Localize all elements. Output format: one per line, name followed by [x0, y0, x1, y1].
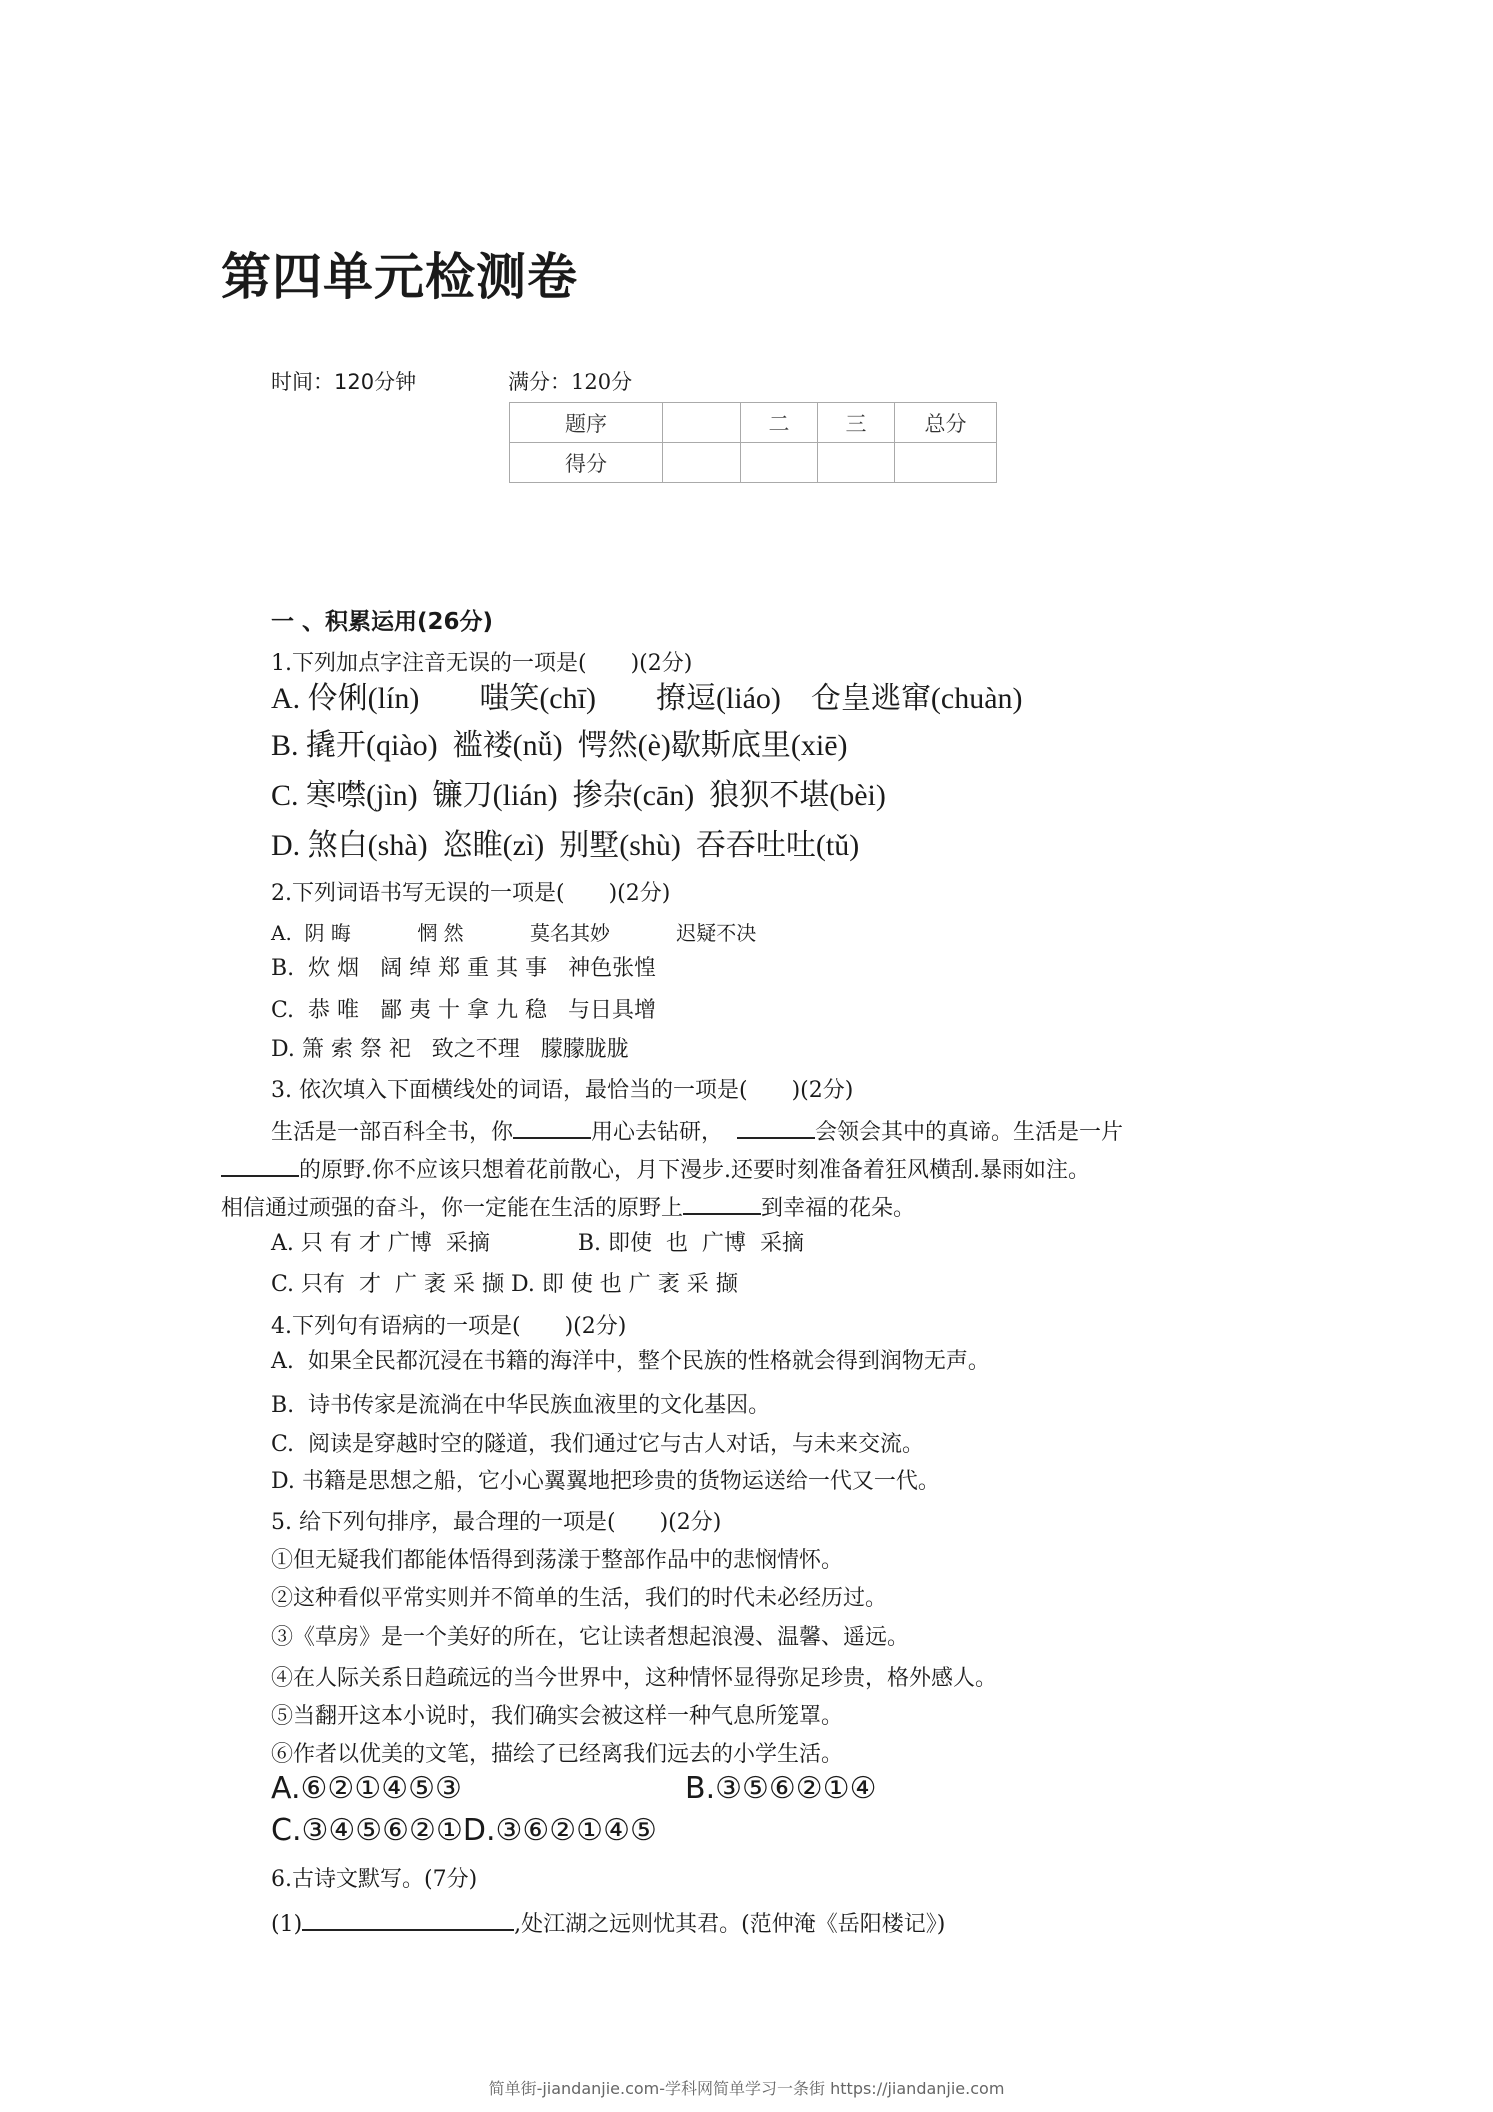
- question-3-option: C. 只有 才 广 袤 采 撷 D. 即 使 也 广 袤 采 撷: [271, 1272, 738, 1297]
- question-2-option: A. 阴 晦 惘 然 莫名其妙 迟疑不决: [271, 921, 757, 945]
- question-5-option: A.⑥②①④⑤③: [271, 1771, 462, 1806]
- passage-text: 用心去钻研，: [591, 1120, 738, 1145]
- question-3-option: A. 只 有 才 广博 采摘 B. 即使 也 广博 采摘: [271, 1231, 804, 1256]
- score-cell: [741, 443, 818, 483]
- passage-text: 相信通过顽强的奋斗，你一定能在生活的原野上: [221, 1196, 684, 1221]
- score-header-cell: [663, 403, 741, 443]
- fill-blank[interactable]: [221, 1155, 299, 1177]
- question-5-sentence: ④在人际关系日趋疏远的当今世界中，这种情怀显得弥足珍贵，格外感人。: [271, 1666, 998, 1691]
- question-2-option: D. 箫 索 祭 祀 致之不理 朦朦胧胧: [271, 1037, 629, 1062]
- question-2-stem: 2.下列词语书写无误的一项是( )(2分): [271, 881, 671, 906]
- item-prefix: (1): [271, 1912, 303, 1937]
- score-header-cell: 三: [818, 403, 895, 443]
- passage-text: 会领会其中的真谛。生活是一片: [815, 1120, 1124, 1145]
- question-6-stem: 6.古诗文默写。(7分): [271, 1867, 478, 1892]
- question-5-stem: 5. 给下列句排序，最合理的一项是( )(2分): [271, 1510, 722, 1535]
- exam-time: 时间：120分钟: [271, 370, 417, 394]
- question-3-passage-line: [271, 1117, 1123, 1144]
- passage-text: 到幸福的花朵。: [761, 1196, 916, 1221]
- question-4-stem: 4.下列句有语病的一项是( )(2分): [271, 1314, 627, 1339]
- question-4-option: A. 如果全民都沉浸在书籍的海洋中，整个民族的性格就会得到润物无声。: [271, 1349, 990, 1374]
- question-3-passage-line: [221, 1193, 915, 1220]
- question-1-stem: 1.下列加点字注音无误的一项是( )(2分): [271, 651, 693, 676]
- score-table-header-row: [510, 403, 997, 443]
- question-4-option: C. 阅读是穿越时空的隧道，我们通过它与古人对话，与未来交流。: [271, 1432, 925, 1457]
- question-5-sentence: ③《草房》是一个美好的所在，它让读者想起浪漫、温馨、遥远。: [271, 1625, 910, 1650]
- page-title: 第四单元检测卷: [221, 248, 578, 306]
- option-d: D.③⑥②①④⑤: [462, 1813, 657, 1848]
- item-suffix: ,处江湖之远则忧其君。(范仲淹《岳阳楼记》): [514, 1912, 946, 1937]
- score-header-cell: 总分: [895, 403, 997, 443]
- score-cell: 得分: [510, 443, 663, 483]
- question-3-stem: 3. 依次填入下面横线处的词语，最恰当的一项是( )(2分): [271, 1078, 854, 1103]
- fill-blank[interactable]: [683, 1193, 761, 1215]
- question-1-option: A. 伶俐(lín) 嗤笑(chī) 撩逗(liáo) 仓皇逃窜(chuàn): [271, 682, 1023, 715]
- question-3-passage-line: [221, 1155, 1090, 1182]
- score-cell: [818, 443, 895, 483]
- question-5-sentence: ⑤当翻开这本小说时，我们确实会被这样一种气息所笼罩。: [271, 1704, 844, 1729]
- fill-blank[interactable]: [302, 1909, 514, 1931]
- section-heading: 一 、积累运用(26分): [271, 609, 494, 635]
- question-1-option: B. 撬开(qiào) 褴褛(nǚ) 愕然(è)歇斯底里(xiē): [271, 729, 848, 762]
- question-4-option: D. 书籍是思想之船，它小心翼翼地把珍贵的货物运送给一代又一代。: [271, 1469, 940, 1494]
- fill-blank[interactable]: [513, 1117, 591, 1139]
- question-1-option: D. 煞白(shà) 恣睢(zì) 别墅(shù) 吞吞吐吐(tǔ): [271, 829, 860, 862]
- full-score: 满分：120分: [508, 370, 633, 394]
- question-5-option: [271, 1813, 657, 1848]
- score-header-cell: 题序: [510, 403, 663, 443]
- question-6-item: [271, 1909, 945, 1936]
- question-5-sentence: ⑥作者以优美的文笔，描绘了已经离我们远去的小学生活。: [271, 1742, 844, 1767]
- question-5-option: B.③⑤⑥②①④: [685, 1771, 877, 1806]
- question-2-option: B. 炊 烟 阔 绰 郑 重 其 事 神色张惶: [271, 956, 657, 981]
- question-2-option: C. 恭 唯 鄙 夷 十 拿 九 稳 与日具增: [271, 998, 656, 1023]
- question-5-sentence: ②这种看似平常实则并不简单的生活，我们的时代未必经历过。: [271, 1586, 888, 1611]
- footer-watermark: 简单街-jiandanjie.com-学科网简单学习一条街 https://jiandanjie.com: [488, 2079, 1005, 2098]
- option-c: C.③④⑤⑥②①: [271, 1813, 463, 1848]
- score-cell: [663, 443, 741, 483]
- question-4-option: B. 诗书传家是流淌在中华民族血液里的文化基因。: [271, 1393, 771, 1418]
- score-header-cell: 二: [741, 403, 818, 443]
- fill-blank[interactable]: [737, 1117, 815, 1139]
- question-1-option: C. 寒噤(jìn) 镰刀(lián) 掺杂(cān) 狼狈不堪(bèi): [271, 779, 886, 812]
- question-5-sentence: ①但无疑我们都能体悟得到荡漾于整部作品中的悲悯情怀。: [271, 1548, 844, 1573]
- score-table-row: [510, 443, 997, 483]
- score-table: [509, 402, 997, 483]
- score-cell: [895, 443, 997, 483]
- passage-text: 的原野.你不应该只想着花前散心，月下漫步.还要时刻准备着狂风横刮.暴雨如注。: [299, 1158, 1090, 1183]
- passage-text: 生活是一部百科全书，你: [271, 1120, 514, 1145]
